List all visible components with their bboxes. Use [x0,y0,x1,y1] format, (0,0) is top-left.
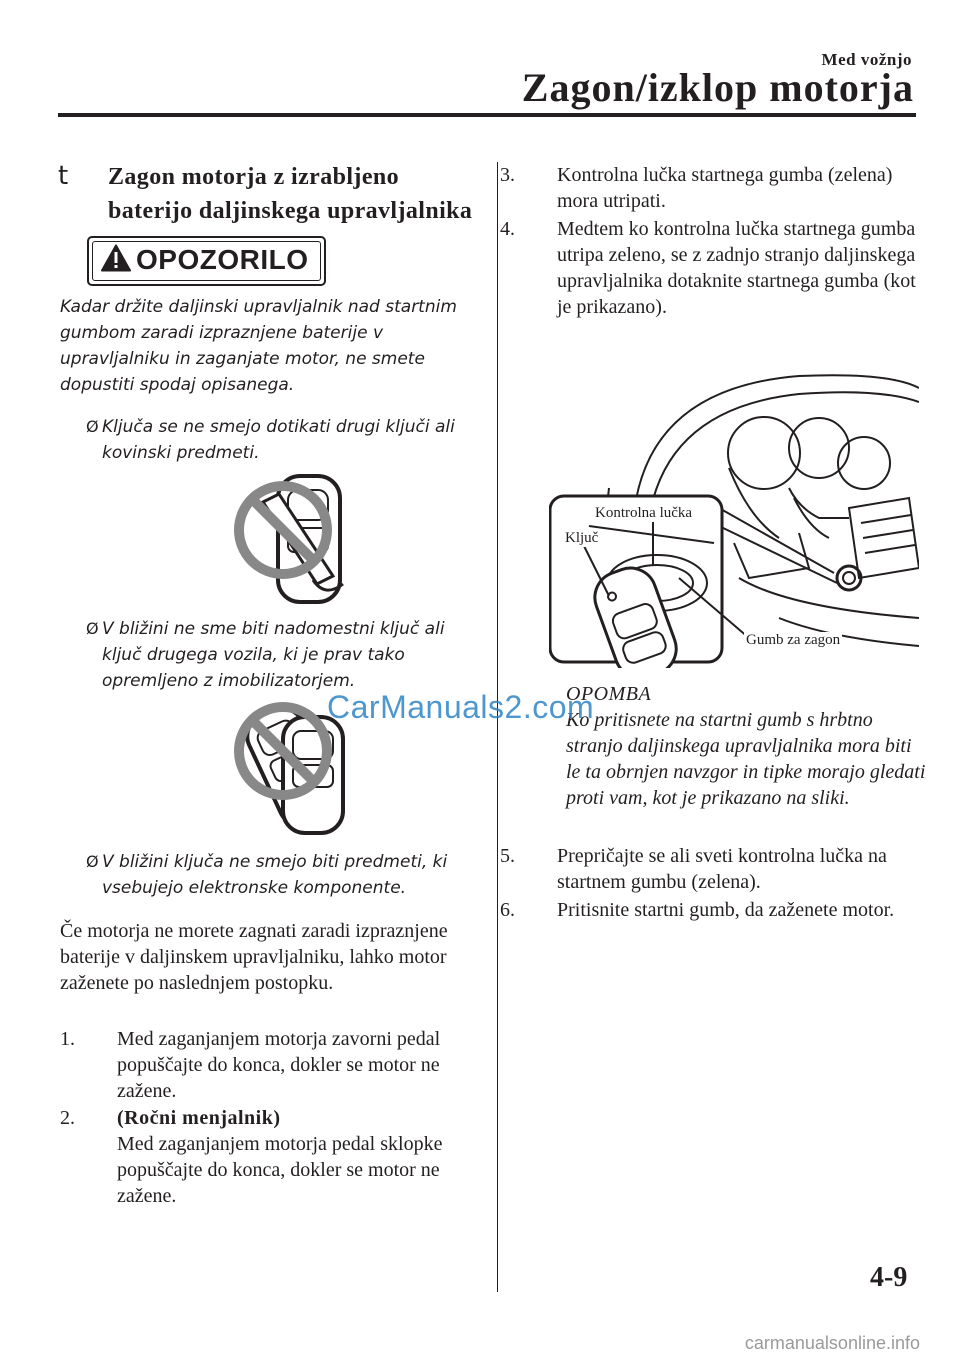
header-rule [58,113,916,117]
warning-label: OPOZORILO [136,244,309,275]
body-paragraph: Če motorja ne morete zagnati zaradi izpraznjene baterije v daljinskem upravljalniku, lahko motor zaženete po naslednjem postopku. [60,920,448,994]
step-number: 4. [500,218,515,240]
step-text: Pritisnite startni gumb, da zaženete motor. [557,899,895,921]
arrow-bullet-icon: Ø [86,852,99,871]
note-body: Ko pritisnete na startni gumb s hrbtno stranjo daljinskega upravljalnika mora biti le ta obrnjen navzgor in tipke morajo gledati proti vam, kot je prikazano na sliki. [566,709,926,809]
note-title: OPOMBA [566,683,652,705]
arrow-bullet-icon: Ø [86,619,99,638]
page-title: Zagon/izklop motorja [521,65,914,110]
section-subheading: Zagon motorja z izrabljeno baterijo daljinskega upravljalnika [108,164,473,224]
step-number: 6. [500,899,515,921]
step-number: 3. [500,164,515,186]
column-divider [497,162,498,1292]
page-number: 4-9 [870,1262,908,1293]
warning-bullet-text: V bližini ključa ne smejo biti predmeti, ki vsebujejo elektronske komponente. [102,852,448,898]
arrow-bullet-icon: Ø [86,417,99,436]
step-number: 2. [60,1107,75,1129]
subhead-bullet: t [58,161,69,191]
step-number: 1. [60,1028,75,1050]
figure-label-key: Ključ [565,530,599,546]
key-with-metal-prohibited-illustration [233,472,363,610]
warning-bullet-text: Ključa se ne smejo dotikati drugi ključi ali kovinski predmeti. [102,417,455,463]
step-text: Med zaganjanjem motorja zavorni pedal popuščajte do konca, dokler se motor ne zažene. [117,1028,441,1102]
figure-label-start-button: Gumb za zagon [746,632,841,648]
step-text: Kontrolna lučka startnega gumba (zelena) mora utripati. [557,164,893,212]
step-text: Med zaganjanjem motorja pedal sklopke popuščajte do konca, dokler se motor ne zažene. [117,1133,443,1207]
warning-banner [87,236,326,286]
step-heading: (Ročni menjalnik) [117,1107,281,1129]
footer-site-link[interactable]: carmanualsonline.info [744,1333,920,1353]
warning-bullet-text: V bližini ne sme biti nadomestni ključ ali ključ drugega vozila, ki je prav tako opremljeno z imobilizatorjem. [102,619,445,691]
figure-label-indicator-lamp: Kontrolna lučka [595,505,693,521]
watermark: CarManuals2.com [327,689,595,725]
warning-body: Kadar držite daljinski upravljalnik nad startnim gumbom zaradi izpraznjene baterije v upravljalniku in zaganjate motor, ne smete dopustiti spodaj opisanega. [60,297,457,395]
step-number: 5. [500,845,515,867]
step-text: Medtem ko kontrolna lučka startnega gumba utripa zeleno, se z zadnjo stranjo daljinskega upravljalnika dotaknite startnega gumba (kot je prikazano). [557,218,916,318]
warning-triangle-icon [101,244,131,272]
section-label: Med vožnjo [821,50,912,69]
step-text: Prepričajte se ali sveti kontrolna lučka na startnem gumbu (zelena). [557,845,887,893]
